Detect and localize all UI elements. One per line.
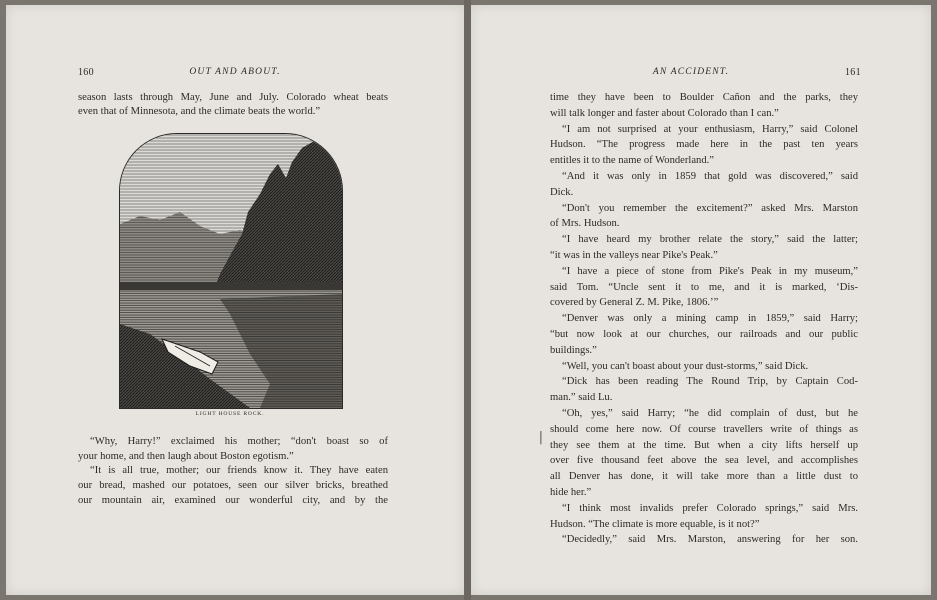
text-line: “I have a piece of stone from Pike's Peak in my museum,” — [562, 265, 858, 277]
running-title-left: OUT AND ABOUT. — [189, 67, 281, 77]
text-line: Hudson. “The climate is more equable, is it not?” — [550, 518, 760, 530]
text-line: buildings.” — [550, 344, 597, 356]
page-number-left: 160 — [78, 67, 94, 78]
text-line: over five thousand feet above the sea level, and accomplishes — [550, 455, 858, 467]
right-page — [471, 5, 931, 595]
text-line: “Decidedly,” said Mrs. Marston, answering for her son. — [562, 534, 858, 546]
text-line: “I have heard my brother relate the story,” said the latter; — [562, 234, 858, 246]
text-line: “it was in the valleys near Pike's Peak.” — [550, 250, 718, 261]
text-line: season lasts through May, June and July. Colorado wheat beats — [78, 92, 388, 103]
left-page — [6, 5, 464, 595]
text-line: “It is all true, mother; our friends know it. They have eaten — [90, 465, 388, 476]
text-line: “And it was only in 1859 that gold was discovered,” said — [562, 171, 858, 182]
text-line: they see them at the time. But when a city lifts herself up — [550, 439, 858, 451]
text-line: all Denver has done, it will take more than a little dust to — [550, 471, 858, 483]
text-line: “Well, you can't boast about your dust-storms,” said Dick. — [562, 360, 809, 372]
text-line: said Tom. “Uncle sent it to me, and it is marked, ‘Dis- — [550, 281, 858, 293]
text-line: Dick. — [550, 186, 574, 198]
text-line: “Denver was only a mining camp in 1859,” said Harry; — [562, 313, 858, 325]
running-title-right: AN ACCIDENT. — [652, 67, 730, 77]
text-line: “Oh, yes,” said Harry; “he did complain of dust, but he — [562, 408, 858, 419]
text-line: “Dick has been reading The Round Trip, by Captain Cod- — [562, 376, 858, 388]
text-line: covered by General Z. M. Pike, 1806.’” — [550, 297, 719, 309]
text-line: of Mrs. Hudson. — [550, 218, 620, 230]
text-line: “I am not surprised at your enthusiasm, Harry,” said Colonel — [562, 123, 858, 135]
text-line: man.” said Lu. — [550, 392, 613, 404]
text-line: entitles it to the name of Wonderland.” — [550, 155, 714, 167]
text-line: even that of Minnesota, and the climate beats the world.” — [78, 106, 321, 117]
text-line: our mountain air, examined our wonderful city, and by the — [78, 495, 388, 506]
text-line: “Don't you remember the excitement?” asked Mrs. Marston — [562, 202, 858, 214]
text-line: “Why, Harry!” exclaimed his mother; “don't boast so of — [90, 436, 388, 447]
engraving-illustration — [119, 133, 343, 409]
text-line: should come here now. Of course travellers write of things as — [550, 423, 858, 435]
text-line: our bread, mashed our potatoes, seen our silver bricks, breathed — [78, 480, 388, 491]
text-line: hide her.” — [550, 487, 592, 498]
illustration-caption: LIGHT HOUSE ROCK. — [195, 411, 265, 417]
text-line: your home, and then laugh about Boston egotism.” — [78, 451, 294, 462]
text-line: time they have been to Boulder Cañon and the parks, they — [550, 92, 858, 103]
text-line: Hudson. “The progress made here in the past ten years — [550, 139, 858, 151]
text-line: “but now look at our churches, our railroads and our public — [550, 329, 858, 340]
text-line: “I think most invalids prefer Colorado springs,” said Mrs. — [562, 502, 858, 514]
book-gutter — [464, 0, 471, 600]
page-number-right: 161 — [845, 67, 861, 78]
text-line: will talk longer and faster about Colorado than I can.” — [550, 107, 779, 119]
margin-mark: │ — [537, 432, 545, 444]
